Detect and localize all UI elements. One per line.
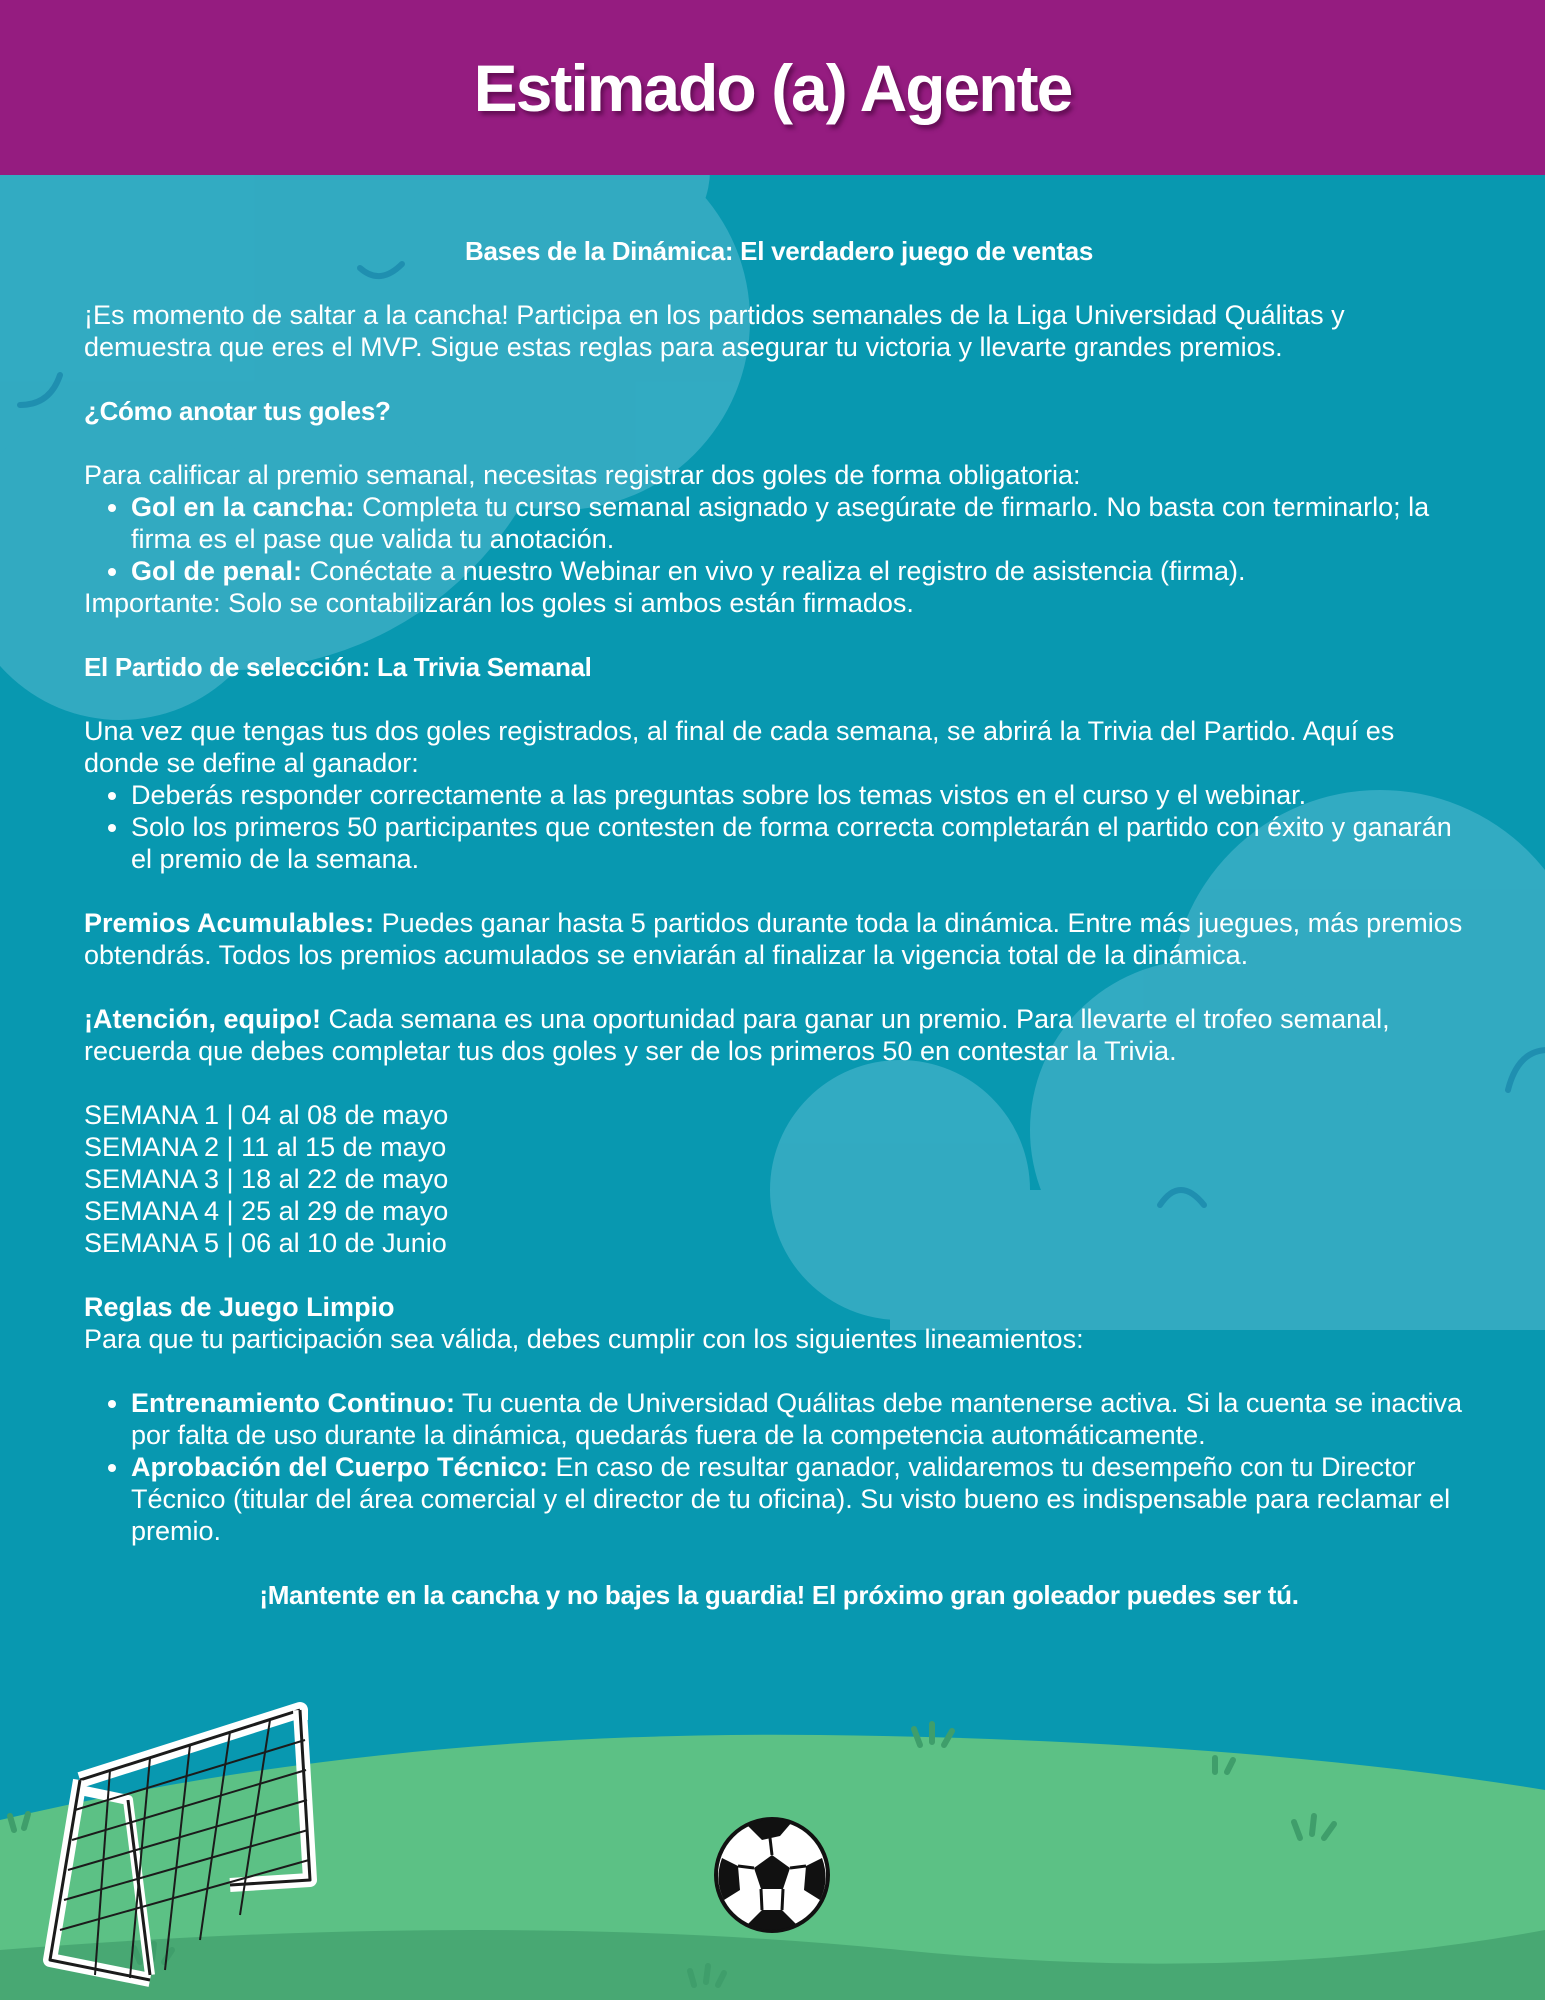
goals-heading: ¿Cómo anotar tus goles?: [84, 396, 391, 426]
weeks-schedule: [84, 1099, 1474, 1259]
document-body: [84, 235, 1474, 1611]
trivia-lead: Una vez que tengas tus dos goles registrados, al final de cada semana, se abrirá la Trivia del Partido. Aquí es donde se define al ganador:: [84, 716, 1395, 778]
attention-paragraph: ¡Atención, equipo! Cada semana es una oportunidad para ganar un premio. Para llevarte el trofeo semanal, recuerda que debes completar tus dos goles y ser de los primeros 50 en contestar la Trivia.: [84, 1004, 1390, 1066]
intro-heading: Bases de la Dinámica: El verdadero juego de ventas: [464, 236, 1094, 266]
list-item: • Gol de penal: Conéctate a nuestro Webinar en vivo y realiza el registro de asistencia (firma).: [131, 555, 1474, 587]
week-item: SEMANA 4 | 25 al 29 de mayo: [84, 1196, 449, 1226]
list-item: • Solo los primeros 50 participantes que contesten de forma correcta completarán el partido con éxito y ganarán el premio de la semana.: [131, 811, 1474, 875]
rules-lead: Para que tu participación sea válida, debes cumplir con los siguientes lineamientos:: [84, 1324, 1084, 1354]
soccer-ball-icon: [716, 1819, 828, 1931]
week-item: SEMANA 2 | 11 al 15 de mayo: [84, 1132, 447, 1162]
intro-text: ¡Es momento de saltar a la cancha! Participa en los partidos semanales de la Liga Universidad Quálitas y demuestra que eres el MVP. Sigue estas reglas para asegurar tu victoria y llevarte grandes premios.: [84, 300, 1345, 362]
trivia-list: [84, 779, 1474, 875]
goals-lead: Para calificar al premio semanal, necesitas registrar dos goles de forma obligatoria:: [84, 460, 1081, 490]
week-item: SEMANA 3 | 18 al 22 de mayo: [84, 1164, 449, 1194]
prizes-paragraph: Premios Acumulables: Puedes ganar hasta 5 partidos durante toda la dinámica. Entre más juegues, más premios obtendrás. Todos los premios acumulados se enviarán al finalizar la vigencia total de la dinámica.: [84, 908, 1463, 970]
week-item: SEMANA 5 | 06 al 10 de Junio: [84, 1228, 447, 1258]
list-item: • Entrenamiento Continuo: Tu cuenta de Universidad Quálitas debe mantenerse activa. Si la cuenta se inactiva por falta de uso durante la dinámica, quedarás fuera de la competencia automáticamente.: [131, 1387, 1474, 1451]
trivia-heading: El Partido de selección: La Trivia Semanal: [84, 652, 592, 682]
page-title: Estimado (a) Agente: [473, 50, 1072, 125]
goals-note: Importante: Solo se contabilizarán los goles si ambos están firmados.: [84, 588, 914, 618]
rules-list: [84, 1387, 1474, 1547]
week-item: SEMANA 1 | 04 al 08 de mayo: [84, 1100, 449, 1130]
closing-message: ¡Mantente en la cancha y no bajes la guardia! El próximo gran goleador puedes ser tú.: [259, 1580, 1299, 1610]
rules-heading: Reglas de Juego Limpio: [84, 1292, 395, 1322]
goals-list: [84, 491, 1474, 587]
list-item: • Aprobación del Cuerpo Técnico: En caso de resultar ganador, validaremos tu desempeño con tu Director Técnico (titular del área comercial y el director de tu oficina). Su visto bueno es indispensable para reclamar el premio.: [131, 1451, 1474, 1547]
list-item: • Gol en la cancha: Completa tu curso semanal asignado y asegúrate de firmarlo. No basta con terminarlo; la firma es el pase que valida tu anotación.: [131, 491, 1474, 555]
page-header: [0, 0, 1545, 175]
list-item: • Deberás responder correctamente a las preguntas sobre los temas vistos en el curso y el webinar.: [131, 779, 1474, 811]
